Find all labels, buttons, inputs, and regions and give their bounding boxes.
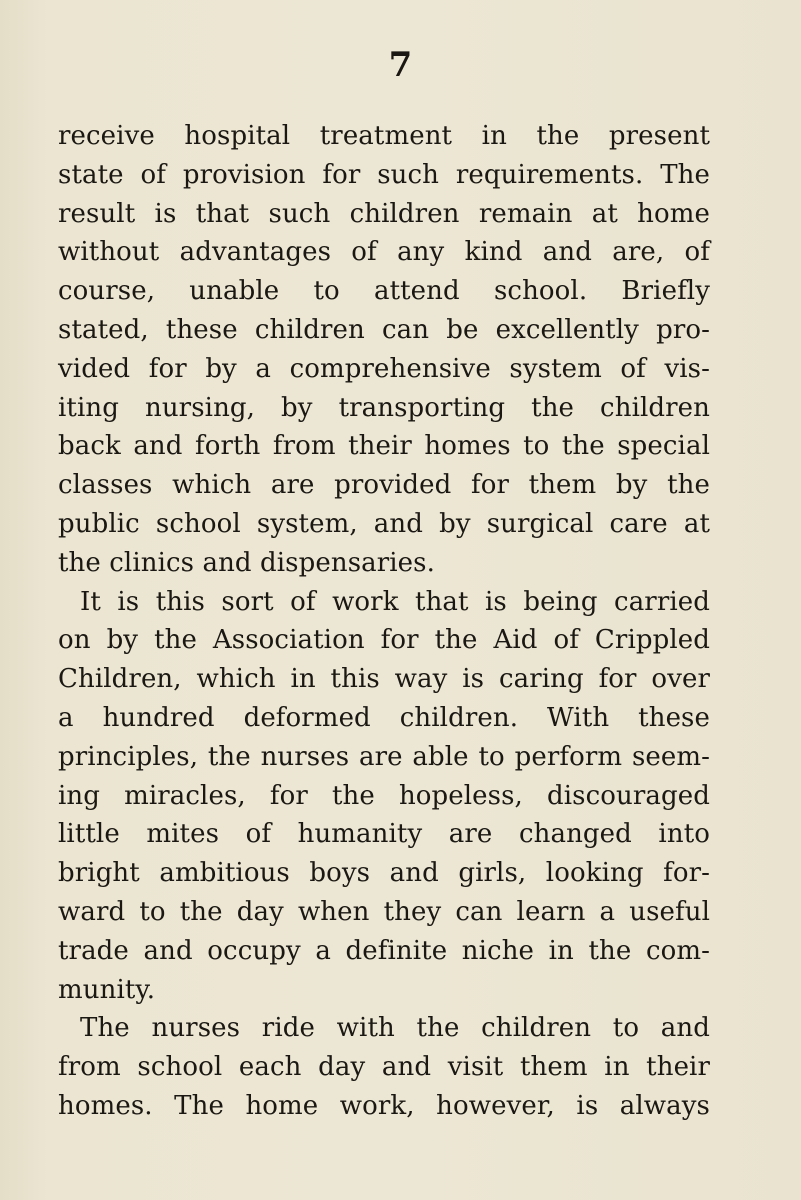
text-line: classes which are provided for them by the	[58, 470, 710, 501]
text-line: Children, which in this way is caring for over	[58, 664, 710, 695]
text-line: The nurses ride with the children to and	[80, 1013, 710, 1044]
text-line: from school each day and visit them in their	[58, 1052, 710, 1083]
text-line: on by the Association for the Aid of Crippled	[58, 625, 710, 656]
text-line: ing miracles, for the hopeless, discouraged	[58, 780, 710, 811]
text-line: state of provision for such requirements. The	[58, 159, 710, 190]
text-line: receive hospital treatment in the present	[58, 121, 710, 151]
text-line: iting nursing, by transporting the children	[58, 392, 710, 423]
text-line: a hundred deformed children. With these	[58, 702, 710, 733]
text-line: vided for by a comprehensive system of vis-	[58, 353, 710, 384]
text-line: munity.	[58, 974, 156, 1005]
text-line: back and forth from their homes to the special	[58, 431, 710, 462]
text-line: course, unable to attend school. Briefly	[58, 276, 710, 307]
text-line: little mites of humanity are changed into	[58, 819, 710, 850]
text-line: without advantages of any kind and are, of	[58, 237, 710, 268]
text-line: bright ambitious boys and girls, looking for-	[58, 858, 710, 889]
text-line: stated, these children can be excellently pro-	[58, 314, 710, 345]
text-line: trade and occupy a definite niche in the com-	[58, 935, 710, 966]
text-line: principles, the nurses are able to perform seem-	[58, 741, 710, 772]
text-line: homes. The home work, however, is always	[58, 1090, 710, 1121]
text-line: It is this sort of work that is being carried	[80, 586, 710, 617]
text-line: ward to the day when they can learn a useful	[58, 896, 710, 927]
page-number: 7	[388, 45, 413, 85]
text-line: public school system, and by surgical care at	[58, 508, 710, 539]
body-text	[58, 117, 710, 1126]
text-line: the clinics and dispensaries.	[58, 547, 435, 578]
text-line: result is that such children remain at home	[58, 198, 710, 229]
